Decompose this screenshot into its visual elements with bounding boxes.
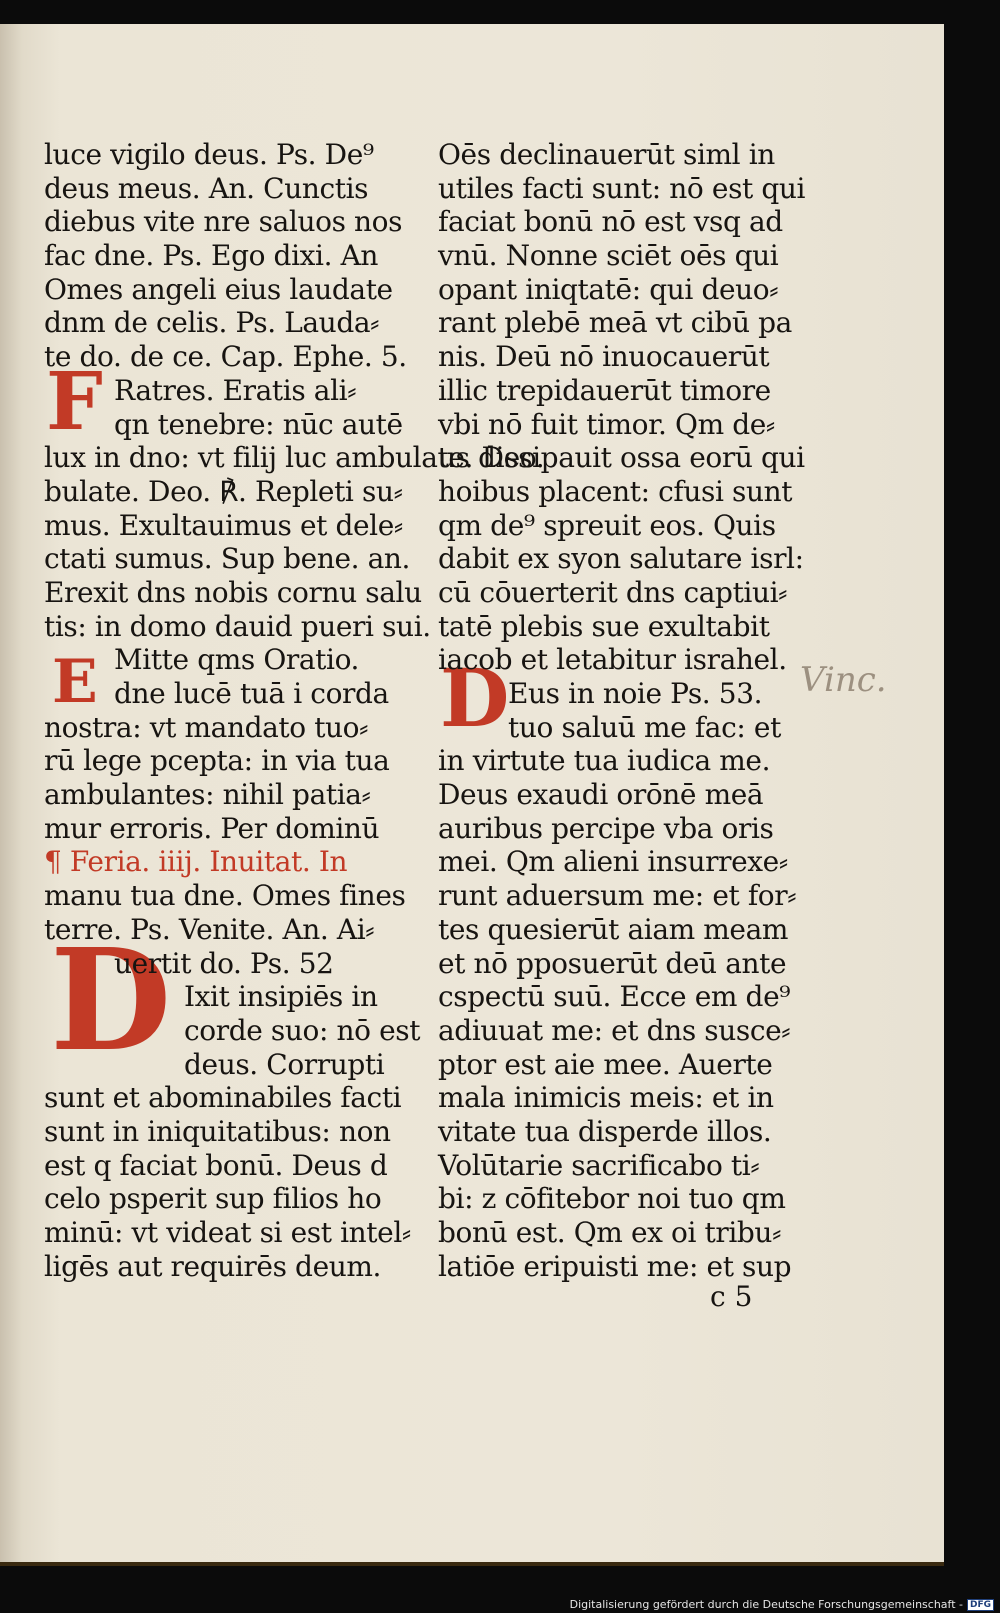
text-line: Volūtarie sacrificabo ti⸗ xyxy=(438,1148,760,1182)
text-column-right xyxy=(438,138,810,1283)
text-line: corde suo: nō est xyxy=(184,1013,421,1047)
text-line: tis: in domo dauid pueri sui. xyxy=(44,609,431,643)
text-line: cspectū suū. Ecce em de⁹ xyxy=(438,980,791,1014)
text-line: dne lucē tuā i corda xyxy=(114,677,389,710)
text-line: rū lege pcepta: in via tua xyxy=(44,744,390,778)
text-line: Oēs declinauerūt siml in xyxy=(438,138,775,171)
text-line: qn tenebre: nūc autē xyxy=(114,407,403,441)
text-line: sunt et abominabiles facti xyxy=(44,1081,402,1115)
text-line: fac dne. Ps. Ego dixi. An xyxy=(44,239,379,273)
text-line: tatē plebis sue exultabit xyxy=(438,609,770,643)
text-line: us dissipauit ossa eorū qui xyxy=(438,441,805,475)
text-line: terre. Ps. Venite. An. Ai⸗ xyxy=(44,912,375,946)
text-line: rant plebē meā vt cibū pa xyxy=(438,306,792,340)
text-line: vbi nō fuit timor. Qm de⸗ xyxy=(438,407,775,441)
text-line: Omes angeli eius laudate xyxy=(44,272,393,306)
text-column-left xyxy=(44,138,545,1283)
text-line: uertit do. Ps. 52 xyxy=(114,946,334,980)
text-line: ctati sumus. Sup bene. an. xyxy=(44,542,411,576)
text-line: diebus vite nre saluos nos xyxy=(44,205,403,239)
initial-e-red: E xyxy=(52,647,98,717)
handwritten-margin-note: Vinc. xyxy=(800,660,887,700)
text-line: nis. Deū nō inuocauerūt xyxy=(438,340,770,374)
text-line: cū cōuerterit dns captiui⸗ xyxy=(438,575,788,609)
text-line: lux in dno: vt filij luc ambulate. Deo. xyxy=(44,441,545,475)
text-line: Mitte qms Oratio. xyxy=(114,643,360,677)
text-line: Ixit insipiēs in xyxy=(184,980,378,1014)
text-line: et nō pposuerūt deū ante xyxy=(438,946,787,980)
text-line: deus. Corrupti xyxy=(184,1047,385,1081)
text-line: runt aduersum me: et for⸗ xyxy=(438,879,797,913)
footer-text: Digitalisierung gefördert durch die Deutsche Forschungsgemeinschaft - xyxy=(569,1598,963,1611)
text-line: hoibus placent: cfusi sunt xyxy=(438,474,793,508)
text-line: utiles facti sunt: nō est qui xyxy=(438,171,806,205)
text-line: auribus percipe vba oris xyxy=(438,811,774,845)
initial-d-red: D xyxy=(440,651,510,745)
text-line: manu tua dne. Omes fines xyxy=(44,879,406,913)
text-line: ptor est aie mee. Auerte xyxy=(438,1047,773,1081)
text-line: luce vigilo deus. Ps. De⁹ xyxy=(44,138,374,171)
text-line: adiuuat me: et dns susce⸗ xyxy=(438,1013,791,1047)
initial-d-large-red: D xyxy=(50,919,172,1083)
text-line: bulate. Deo. ℟. Repleti su⸗ xyxy=(44,474,403,508)
text-line: vnū. Nonne sciēt oēs qui xyxy=(438,239,779,273)
text-line: qm de⁹ spreuit eos. Quis xyxy=(438,508,776,542)
text-line: bonū est. Qm ex oi tribu⸗ xyxy=(438,1216,781,1249)
text-line: bi: z cōfitebor noi tuo qm xyxy=(438,1182,786,1216)
text-line: Eus in noie Ps. 53. xyxy=(508,677,763,710)
text-line: nostra: vt mandato tuo⸗ xyxy=(44,710,369,744)
text-line: ligēs aut requirēs deum. xyxy=(44,1249,382,1283)
text-line: faciat bonū nō est vsq ad xyxy=(438,205,783,239)
text-line: iacob et letabitur israhel. xyxy=(438,643,787,677)
text-line: dabit ex syon salutare isrl: xyxy=(438,542,804,576)
text-line: in virtute tua iudica me. xyxy=(438,744,771,778)
text-line: latiōe eripuisti me: et sup xyxy=(438,1249,792,1283)
text-line: sunt in iniquitatibus: non xyxy=(44,1114,391,1148)
text-line: tuo saluū me fac: et xyxy=(508,710,781,744)
text-line: ambulantes: nihil patia⸗ xyxy=(44,778,371,812)
text-line: deus meus. An. Cunctis xyxy=(44,171,369,205)
text-line: opant iniqtatē: qui deuo⸗ xyxy=(438,272,779,306)
text-line: dnm de celis. Ps. Lauda⸗ xyxy=(44,306,380,340)
text-line: Deus exaudi orōnē meā xyxy=(438,778,764,812)
text-line: te do. de ce. Cap. Ephe. 5. xyxy=(44,340,407,374)
text-line: minū: vt videat si est intel⸗ xyxy=(44,1216,411,1249)
text-line: est q faciat bonū. Deus d xyxy=(44,1148,388,1182)
text-line: mala inimicis meis: et in xyxy=(438,1081,774,1115)
text-line: mus. Exultauimus et dele⸗ xyxy=(44,508,403,542)
initial-f-red: F xyxy=(46,354,103,448)
rubric-line: ¶ Feria. iiij. Inuitat. In xyxy=(44,845,348,879)
text-line: Ratres. Eratis ali⸗ xyxy=(114,373,357,407)
signature-mark: c 5 xyxy=(710,1280,753,1313)
text-line: vitate tua disperde illos. xyxy=(438,1114,772,1148)
text-line: tes quesierūt aiam meam xyxy=(438,912,789,946)
text-line: mur erroris. Per dominū xyxy=(44,811,380,845)
text-line: celo psperit sup filios ho xyxy=(44,1182,382,1216)
dfg-logo-icon: DFG xyxy=(967,1599,994,1611)
text-line: mei. Qm alieni insurrexe⸗ xyxy=(438,845,788,879)
text-line: illic trepidauerūt timore xyxy=(438,373,771,407)
digitization-footer xyxy=(570,1598,994,1611)
text-line: Erexit dns nobis cornu salu xyxy=(44,575,422,609)
